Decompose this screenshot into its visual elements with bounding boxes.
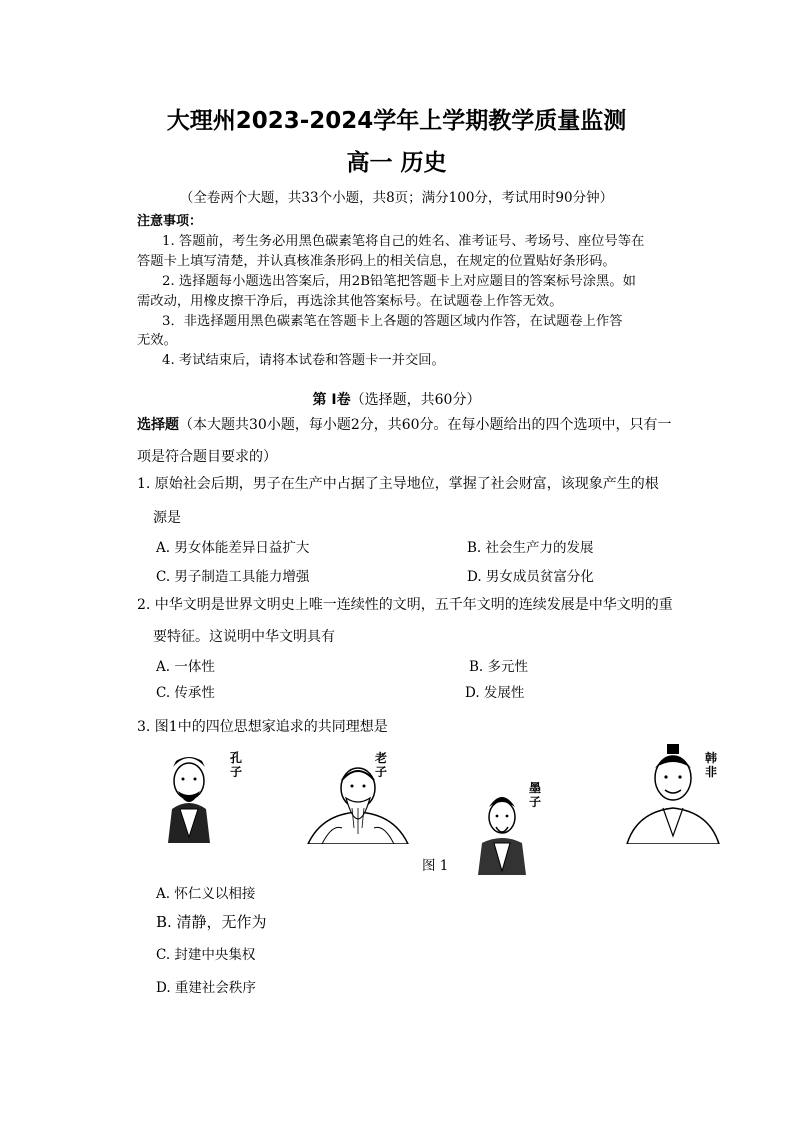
- note-line: 答题卡上填写清楚，并认真核准条形码上的相关信息，在规定的位置贴好条形码。: [137, 254, 616, 269]
- section-desc: [137, 414, 672, 434]
- q2-option-d: D. 发展性: [465, 685, 525, 701]
- portrait-name-laozi: 老子: [374, 751, 387, 779]
- q1-option-d: D. 男女成员贫富分化: [467, 569, 594, 585]
- note-line: 2. 选择题每小题选出答案后，用2B铅笔把答题卡上对应题目的答案标号涂黑。如: [162, 274, 636, 289]
- q3-option-b: B. 清静，无作为: [156, 913, 267, 931]
- section-label: 选择题: [137, 417, 179, 433]
- portrait-name-hanfei: 韩非: [704, 751, 717, 779]
- section-title-bold: 第 I卷: [312, 392, 351, 408]
- note-line: 无效。: [137, 333, 177, 348]
- note-line: 需改动，用橡皮擦干净后，再选涂其他答案标号。在试题卷上作答无效。: [137, 294, 563, 309]
- question-2-line2: 要特征。这说明中华文明具有: [153, 629, 335, 645]
- q1-option-a: A. 男女体能差异日益扩大: [156, 540, 310, 556]
- note-line: 3．非选择题用黑色碳素笔在答题卡上各题的答题区域内作答，在试题卷上作答: [162, 314, 623, 329]
- page-subtitle: 高一 历史: [346, 150, 447, 176]
- q2-option-c: C. 传承性: [156, 685, 215, 701]
- exam-meta: （全卷两个大题，共33个小题，共8页；满分100分，考试用时90分钟）: [179, 190, 614, 206]
- confucius-portrait: [160, 747, 218, 843]
- question-2-line1: 2. 中华文明是世界文明史上唯一连续性的文明，五千年文明的连续发展是中华文明的重: [137, 597, 673, 613]
- figure-caption: 图 1: [422, 858, 449, 874]
- q3-option-d: D. 重建社会秩序: [156, 980, 256, 996]
- note-line: 4. 考试结束后，请将本试卷和答题卡一并交回。: [162, 353, 445, 368]
- question-3-line1: 3. 图1中的四位思想家追求的共同理想是: [137, 719, 388, 735]
- q1-option-b: B. 社会生产力的发展: [467, 540, 594, 556]
- q2-option-b: B. 多元性: [469, 659, 529, 675]
- section-title-rest: （选择题，共60分）: [350, 392, 481, 408]
- note-line: 1. 答题前，考生务必用黑色碳素笔将自己的姓名、准考证号、考场号、座位号等在: [162, 234, 645, 249]
- q3-option-a: A. 怀仁义以相接: [156, 886, 256, 902]
- q3-option-c: C. 封建中央集权: [156, 947, 256, 963]
- q2-option-a: A. 一体性: [156, 659, 215, 675]
- mozi-portrait: [476, 783, 528, 875]
- question-1-line2: 源是: [153, 510, 181, 526]
- page-title: 大理州2023-2024学年上学期教学质量监测: [166, 108, 627, 134]
- section-title: [0, 389, 793, 409]
- section-desc-line1: （本大题共30小题，每小题2分，共60分。在每小题给出的四个选项中，只有一: [179, 417, 672, 433]
- portrait-name-kongzi: 孔子: [229, 751, 242, 779]
- notes-heading: 注意事项：: [137, 214, 203, 229]
- portrait-name-mozi: 墨子: [528, 781, 541, 809]
- section-desc-line2: 项是符合题目要求的）: [137, 449, 277, 465]
- laozi-portrait: [302, 758, 414, 844]
- question-1-line1: 1. 原始社会后期，男子在生产中占据了主导地位，掌握了社会财富，该现象产生的根: [137, 476, 659, 492]
- q1-option-c: C. 男子制造工具能力增强: [156, 569, 310, 585]
